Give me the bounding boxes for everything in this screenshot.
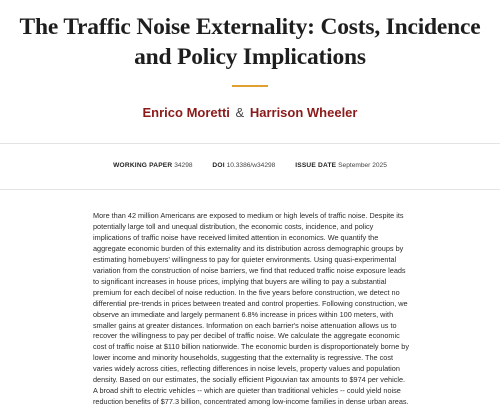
paper-title [0, 12, 500, 72]
title-accent-rule [232, 85, 268, 87]
author-separator: & [235, 105, 245, 120]
author-list [0, 104, 500, 122]
paper-metadata-band [0, 143, 500, 190]
working-paper-meta [113, 161, 192, 171]
doi-label: DOI [212, 162, 225, 169]
doi-meta [212, 161, 275, 171]
paper-title-line-2: and Policy Implications [134, 44, 366, 70]
paper-metadata-row [0, 161, 500, 171]
issue-date-value: September 2025 [338, 162, 387, 169]
abstract-text: More than 42 million Americans are exposed to medium or high levels of traffic noise. Despite its potentially large toll and unequal distribution, the economic costs, incidence, and policy implications of traffic noise have received limited attention in economics. We quantify the aggregate economic burden of this externality and its distribution across demographic groups by estimating homebuyers' willingness to pay for quieter environments. Using quasi-experimental variation from the construction of noise barriers, we find that reduced traffic noise exposure leads to significant increases in house prices, implying that buyers are willing to pay a substantial premium for each decibel of noise reduction. In the five years before construction, we detect no differential pre-trends in prices between treated and control properties. Following construction, we observe an immediate and largely permanent 6.8% increase in prices within 100 meters, with smaller gains at greater distances. Information on each barrier's noise attenuation allows us to recover the willingness to pay per decibel of traffic noise. We calculate the aggregate economic cost of traffic noise at $110 billion nationwide. The economic burden is disproportionately borne by lower income and minority households, suggesting that the externality is regressive. The cost varies widely across cities, reflecting differences in noise levels, property values and population density. Based on our estimates, the socially efficient Pigouvian tax amounts to $974 per vehicle. A broad shift to electric vehicles -- which are quieter than traditional vehicles -- could yield noise reduction benefits of $77.3 billion, concentrated among low-income families in dense urban areas. [93, 211, 409, 407]
working-paper-number: 34298 [174, 162, 193, 169]
author-link-1[interactable]: Enrico Moretti [142, 105, 230, 120]
issue-date-meta [295, 161, 387, 171]
working-paper-label: WORKING PAPER [113, 162, 173, 169]
author-link-2[interactable]: Harrison Wheeler [249, 105, 358, 120]
issue-date-label: ISSUE DATE [295, 162, 337, 169]
doi-value: 10.3386/w34298 [226, 162, 276, 169]
paper-title-line-1: The Traffic Noise Externality: Costs, Incidence [19, 14, 481, 40]
